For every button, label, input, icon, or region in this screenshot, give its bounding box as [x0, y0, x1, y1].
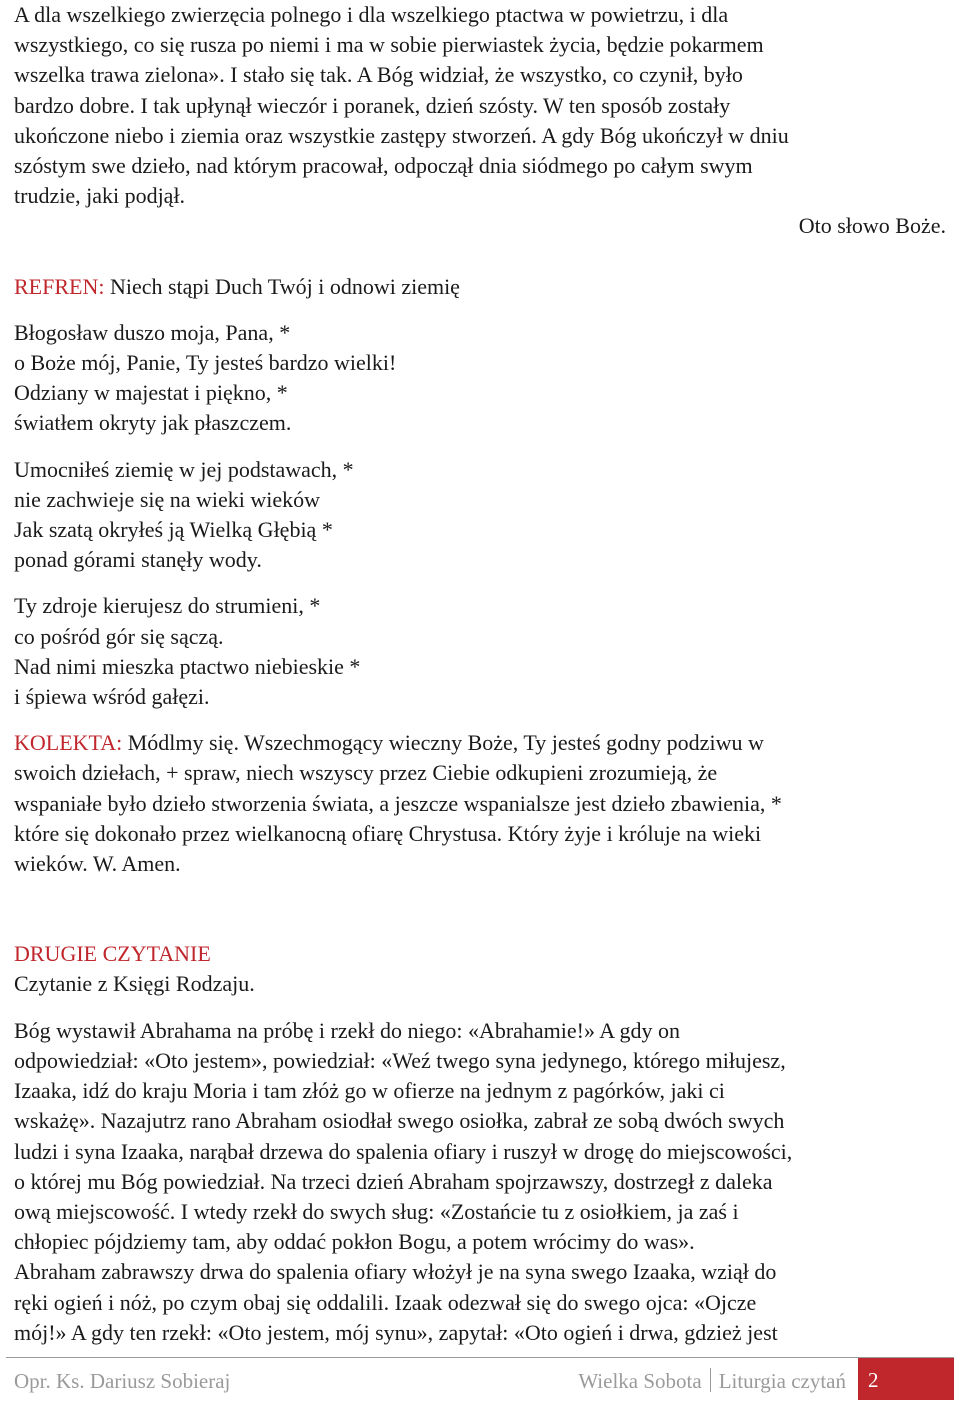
refrain-text: Niech stąpi Duch Twój i odnowi ziemię: [104, 273, 460, 299]
text-line: mój!» A gdy ten rzekł: «Oto jestem, mój synu», zapytał: «Oto ogień i drwa, gdzież jest: [14, 1319, 778, 1345]
psalm-stanza: [14, 591, 946, 712]
text-line: trudzie, jaki podjął.: [14, 183, 186, 209]
reading-source: Czytanie z Księgi Rodzaju.: [14, 971, 255, 997]
footer-separator: [710, 1368, 711, 1392]
text-line: Izaaka, idź do kraju Moria i tam złóż go w ofierze na jednym z pagórków, jaki ci: [14, 1078, 725, 1104]
collect-label: KOLEKTA:: [14, 730, 123, 756]
collect-text: Módlmy się. Wszechmogący wieczny Boże, Ty jesteś godny podziwu w: [122, 730, 764, 756]
stanza-line: światłem okryty jak płaszczem.: [14, 410, 292, 436]
text-line: wskażę». Nazajutrz rano Abraham osiodłał swego osiołka, zabrał ze sobą dwóch swych: [14, 1108, 785, 1134]
text-line: ową miejscowość. I wtedy rzekł do swych sług: «Zostańcie tu z osiołkiem, ja zaś i: [14, 1198, 739, 1224]
text-line: szóstym swe dzieło, nad którym pracował, odpoczął dnia siódmego po całym swym: [14, 153, 753, 179]
text-line: o której mu Bóg powiedział. Na trzeci dzień Abraham spojrzawszy, dostrzegł z daleka: [14, 1168, 773, 1194]
text-line: wspaniałe było dzieło stworzenia świata, a jeszcze wspanialsze jest dzieło zbawienia, *: [14, 790, 782, 816]
text-line: swoich dziełach, + spraw, niech wszyscy przez Ciebie odkupieni zrozumieją, że: [14, 760, 718, 786]
text-line: ludzi i syna Izaaka, narąbał drzewa do spalenia ofiary i ruszył w drogę do miejscowości,: [14, 1138, 793, 1164]
text-line: bardzo dobre. I tak upłynął wieczór i poranek, dzień szósty. W ten sposób zostały: [14, 92, 731, 118]
second-reading: [14, 939, 946, 1348]
stanza-line: Umocniłeś ziemię w jej podstawach, *: [14, 456, 354, 482]
reading1-continuation: [14, 0, 946, 242]
text-line: ukończone niebo i ziemia oraz wszystkie zastępy stworzeń. A gdy Bóg ukończył w dniu: [14, 122, 789, 148]
text-line: wieków. W. Amen.: [14, 851, 181, 877]
psalm-stanza: [14, 318, 946, 439]
footer-divider: [6, 1357, 954, 1358]
page-footer: [0, 1357, 960, 1406]
stanza-line: ponad górami stanęły wody.: [14, 547, 262, 573]
text-line: odpowiedział: «Oto jestem», powiedział: «Weź twego syna jedynego, którego miłujesz,: [14, 1047, 786, 1073]
text-line: A dla wszelkiego zwierzęcia polnego i dla wszelkiego ptactwa w powietrzu, i dla: [14, 2, 729, 27]
stanza-line: nie zachwieje się na wieki wieków: [14, 486, 321, 512]
stanza-line: i śpiewa wśród gałęzi.: [14, 684, 210, 710]
page-number: 2: [868, 1368, 879, 1392]
text-line: wszystkiego, co się rusza po niemi i ma w sobie pierwiastek życia, będzie pokarmem: [14, 32, 764, 58]
text-line: wszelka trawa zielona». I stało się tak. A Bóg widział, że wszystko, co czynił, było: [14, 62, 743, 88]
document-page: [14, 0, 946, 1348]
stanza-line: Błogosław duszo moja, Pana, *: [14, 319, 291, 345]
section-heading: DRUGIE CZYTANIE: [14, 941, 211, 967]
page-number-box: [858, 1358, 954, 1400]
stanza-line: Odziany w majestat i piękno, *: [14, 380, 288, 406]
stanza-line: Jak szatą okryłeś ją Wielką Głębią *: [14, 517, 333, 543]
footer-title: [578, 1367, 846, 1395]
text-line: Bóg wystawił Abrahama na próbę i rzekł do niego: «Abrahamie!» A gdy on: [14, 1017, 680, 1043]
footer-feast: Wielka Sobota: [578, 1369, 702, 1393]
collect-first-line: [14, 728, 946, 758]
footer-author: Opr. Ks. Dariusz Sobieraj: [14, 1369, 231, 1393]
refrain-label: REFREN:: [14, 273, 105, 299]
footer-section: Liturgia czytań: [718, 1369, 846, 1393]
stanza-line: Ty zdroje kierujesz do strumieni, *: [14, 593, 321, 619]
text-line: chłopiec pójdziemy tam, aby oddać pokłon Bogu, a potem wrócimy do was».: [14, 1229, 695, 1255]
refrain: [14, 272, 946, 302]
text-line: które się dokonało przez wielkanocną ofiarę Chrystusa. Który żyje i króluje na wieki: [14, 820, 762, 846]
stanza-line: o Boże mój, Panie, Ty jesteś bardzo wielki!: [14, 350, 397, 376]
collect-prayer: [14, 728, 946, 879]
stanza-line: co pośród gór się sączą.: [14, 623, 224, 649]
psalm-stanza: [14, 455, 946, 576]
text-line: Abraham zabrawszy drwa do spalenia ofiary włożył je na syna swego Izaaka, wziął do: [14, 1259, 777, 1285]
word-of-god-closing: Oto słowo Boże.: [798, 213, 946, 239]
stanza-line: Nad nimi mieszka ptactwo niebieskie *: [14, 653, 361, 679]
text-line: ręki ogień i nóż, po czym obaj się oddalili. Izaak odezwał się do swego ojca: «Ojcze: [14, 1289, 757, 1315]
